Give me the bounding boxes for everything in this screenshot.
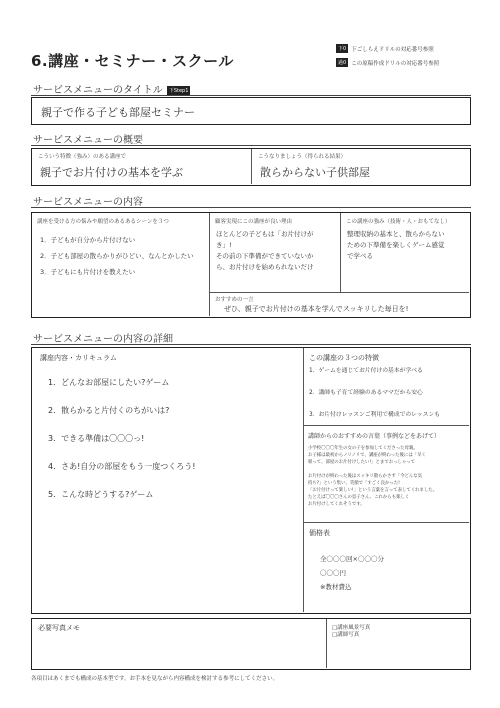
message-line: たとえば〇〇〇さんの息子さん、これからも楽しく: [308, 495, 410, 500]
divider: [31, 145, 471, 146]
message-line: お子様は最初からノリノリで、講座が終わった後には「早く: [308, 453, 426, 458]
strength-line: で学べる: [347, 252, 373, 260]
content-strength-cell[interactable]: [341, 213, 469, 293]
content-reason-cell[interactable]: [210, 213, 341, 293]
recommend-label: おすすめの一言: [215, 297, 254, 303]
section-heading-overview: サービスメニューの概要: [33, 135, 143, 146]
list-item: 2．子ども部屋の散らかりがひどい、なんとかしたい: [40, 252, 194, 260]
content-recommend-cell[interactable]: [210, 293, 469, 316]
divider: [31, 95, 471, 96]
legend-item-1: [336, 44, 434, 53]
price-label: 価格表: [309, 529, 330, 537]
curriculum-item: 4．さあ!自分の部屋をもう一度つくろう!: [48, 462, 196, 471]
overview-left-label: こういう特徴（強み）のある講座で: [38, 154, 127, 160]
legend-tag: 下0: [338, 46, 347, 52]
detail-box: [31, 347, 471, 614]
list-item: 1．子どもが自分から片付けない: [40, 236, 136, 244]
divider: [31, 344, 471, 345]
message-line: 「お片付けって楽しい!」という言葉を言って表してくれました。: [308, 488, 438, 493]
overview-right-cell[interactable]: [252, 149, 469, 184]
content-scenes-label: 講座を受ける方の悩みや願望のあるあるシーンを３つ: [37, 219, 169, 225]
message-line: 小学校〇〇〇年生の女の子を参加してくださった母親。: [308, 446, 418, 451]
divider: [31, 207, 471, 208]
legend-tag: 過0: [338, 60, 347, 66]
photo-check-cell: [327, 619, 469, 668]
overview-right-label: こうなりましょう（得られる結果）: [258, 154, 347, 160]
photo-memo-box: [31, 618, 471, 670]
legend-text: この原稿作成ドリルの対応番号参照: [351, 60, 440, 67]
feature-item: 1．ゲームを通じてお片付けの基本が学べる: [309, 368, 423, 374]
service-title-box[interactable]: [31, 97, 471, 125]
content-scenes-cell[interactable]: [32, 213, 210, 316]
strength-line: ための下準備を楽しくゲーム感覚: [347, 241, 445, 249]
curriculum-item: 1．どんなお部屋にしたい?ゲーム: [48, 378, 170, 387]
page-title: 6.講座・セミナー・スクール: [31, 52, 234, 70]
message-label: 講師からのおすすめの言葉（事例などをあげて）: [308, 433, 441, 440]
photo-memo-label: 必要写真メモ: [38, 624, 80, 632]
curriculum-item: 5．こんな時どうする?ゲーム: [48, 490, 154, 499]
photo-checkbox[interactable]: □講師写真: [332, 632, 360, 638]
step-tag: 下Step1: [168, 87, 189, 94]
content-box: [31, 212, 471, 318]
reason-line: ほとんどの子どもは「お片付けが: [216, 230, 314, 238]
content-reason-label: 顧客実現にこの講座が良い理由: [215, 219, 293, 225]
curriculum-item: 2．散らかると片付くのちがいは?: [48, 406, 170, 415]
message-line: 持ち?」という集い、笑顔で「すごく良かった!: [308, 481, 400, 486]
recommend-value: ぜひ、親子でお片付けの基本を学んでスッキリした毎日を!: [224, 305, 409, 313]
message-line: お片付けが終わった後はスッキリ散らかさず「今どんな気: [308, 474, 423, 479]
price-line: ※教材費込: [320, 583, 352, 591]
feature-item: 3．お片付けレッスンご利用で構成でのレッスンも: [309, 412, 441, 418]
overview-left-cell[interactable]: [32, 149, 252, 184]
list-item: 3．子どもにも片付けを教えたい: [40, 268, 136, 276]
message-line: 帰って、部屋のお片付けしたい!」とまでおっしゃって: [308, 460, 416, 465]
footer-note: 各項目はあくまでも構成の基本型です。お手本を見ながら内容構成を検討する参考にしてください。: [31, 676, 279, 682]
section-heading-service-title: [33, 81, 190, 96]
section-heading-content: サービスメニューの内容: [33, 197, 143, 208]
legend-item-2: [336, 58, 439, 67]
feature-item: 2．講師も子育て経験のあるママだから安心: [309, 390, 423, 396]
photo-checkbox[interactable]: □講座風景写真: [332, 625, 371, 631]
message-cell[interactable]: [304, 426, 469, 523]
content-strength-label: この講座の強み（技術・人・おもてなし）: [346, 219, 451, 225]
overview-left-value: 親子でお片付けの基本を学ぶ: [40, 166, 183, 179]
price-cell[interactable]: [304, 523, 469, 612]
curriculum-cell[interactable]: [32, 348, 304, 612]
curriculum-label: 講座内容・カリキュラム: [40, 354, 117, 362]
reason-line: ら、お片付けを始められないだけ: [216, 263, 314, 271]
message-line: お片付けしてくれそうです。: [308, 502, 365, 507]
reason-line: その前の下準備ができていないか: [216, 252, 314, 260]
strength-line: 整理収納の基本と、散らからない: [347, 230, 445, 238]
overview-right-value: 散らからない子供部屋: [260, 166, 370, 179]
service-title-value: 親子で作る子ども部屋セミナー: [41, 106, 195, 119]
features-label: この講座の３つの特徴: [309, 354, 379, 362]
price-line: 全〇〇〇回×〇〇〇分: [320, 555, 384, 563]
section-heading-detail: サービスメニューの内容の詳細: [33, 334, 173, 345]
price-line: 〇〇〇円: [320, 569, 346, 577]
features-cell[interactable]: [304, 348, 469, 426]
heading-text: サービスメニューのタイトル: [33, 85, 163, 96]
overview-box: [31, 148, 471, 186]
curriculum-item: 3．できる準備は〇〇〇っ!: [48, 434, 145, 443]
photo-memo-cell[interactable]: [32, 619, 327, 668]
legend-text: 下ごしらえドリルの対応番号参照: [351, 46, 434, 53]
reason-line: き」!: [216, 241, 232, 249]
